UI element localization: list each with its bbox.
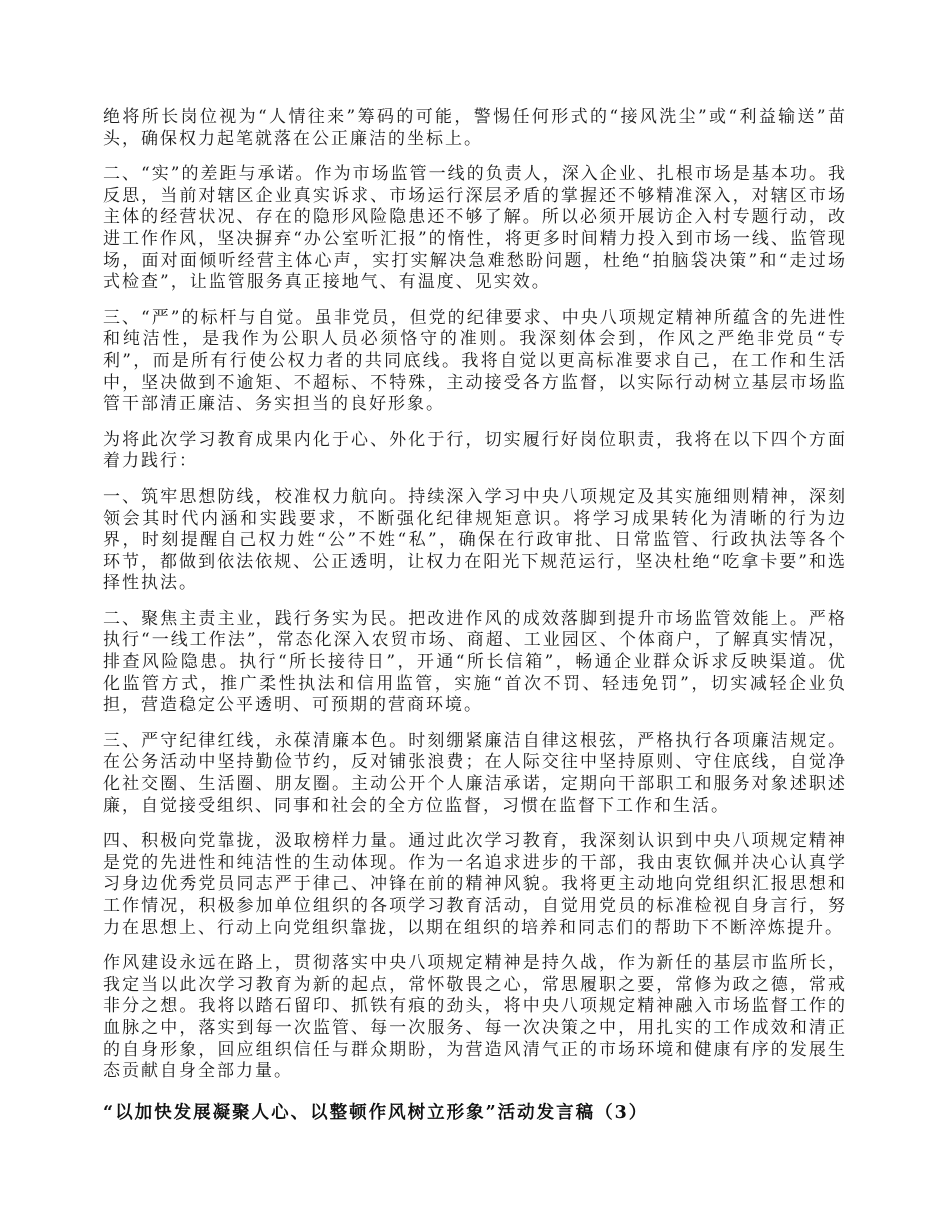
paragraph: 作风建设永远在路上，贯彻落实中央八项规定精神是持久战，作为新任的基层市监所长，我定当以此次学习教育为新的起点，常怀敬畏之心，常思履职之要，常修为政之德，常戒非分之想。我将以踏石留印、抓铁有痕的劲头，将中央八项规定精神融入市场监督工作的血脉之中，落实到每一次监管、每一次服务、每一次决策之中，用扎实的工作成效和清正的自身形象，回应组织信任与群众期盼，为营造风清气正的市场环境和健康有序的发展生态贡献自身全部力量。 <box>103 953 847 1082</box>
paragraph: 二、聚焦主责主业，践行务实为民。把改进作风的成效落脚到提升市场监管效能上。严格执行“一线工作法”，常态化深入农贸市场、商超、工业园区、个体商户，了解真实情况，排查风险隐患。执行“所长接待日”，开通“所长信箱”，畅通企业群众诉求反映渠道。优化监管方式，推广柔性执法和信用监管，实施“首次不罚、轻违免罚”，切实减轻企业负担，营造稳定公平透明、可预期的营商环境。 <box>103 608 847 716</box>
section-heading: “以加快发展凝聚人心、以整顿作风树立形象”活动发言稿（3） <box>103 1102 649 1123</box>
paragraph: 一、筑牢思想防线，校准权力航向。持续深入学习中央八项规定及其实施细则精神，深刻领会其时代内涵和实践要求，不断强化纪律规矩意识。将学习成果转化为清晰的行为边界，时刻提醒自己权力姓“公”不姓“私”，确保在行政审批、日常监管、行政执法等各个环节，都做到依法依规、公正透明，让权力在阳光下规范运行，坚决杜绝“吃拿卡要”和选择性执法。 <box>103 486 847 594</box>
paragraph: 四、积极向党靠拢，汲取榜样力量。通过此次学习教育，我深刻认识到中央八项规定精神是党的先进性和纯洁性的生动体现。作为一名追求进步的干部，我由衷钦佩并决心认真学习身边优秀党员同志严于律己、冲锋在前的精神风貌。我将更主动地向党组织汇报思想和工作情况，积极参加单位组织的各项学习教育活动，自觉用党员的标准检视自身言行，努力在思想上、行动上向党组织靠拢，以期在组织的培养和同志们的帮助下不断淬炼提升。 <box>103 831 847 938</box>
paragraph: 绝将所长岗位视为“人情往来”筹码的可能，警惕任何形式的“接风洗尘”或“利益输送”苗头，确保权力起笔就落在公正廉洁的坐标上。 <box>103 107 847 149</box>
paragraph: 三、严守纪律红线，永葆清廉本色。时刻绷紧廉洁自律这根弦，严格执行各项廉洁规定。在公务活动中坚持勤俭节约，反对铺张浪费；在人际交往中坚持原则、守住底线，自觉净化社交圈、生活圈、朋友圈。主动公开个人廉洁承诺，定期向干部职工和服务对象述职述廉，自觉接受组织、同事和社会的全方位监督，习惯在监督下工作和生活。 <box>103 730 847 816</box>
paragraph: 为将此次学习教育成果内化于心、外化于行，切实履行好岗位职责，我将在以下四个方面着力践行： <box>103 429 847 472</box>
document-body <box>103 107 847 1124</box>
paragraph: 二、“实”的差距与承诺。作为市场监管一线的负责人，深入企业、扎根市场是基本功。我反思，当前对辖区企业真实诉求、市场运行深层矛盾的掌握还不够精准深入，对辖区市场主体的经营状况、存在的隐形风险隐患还不够了解。所以必须开展访企入村专题行动，改进工作作风，坚决摒弃“办公室听汇报”的惰性，将更多时间精力投入到市场一线、监管现场，面对面倾听经营主体心声，实打实解决急难愁盼问题，杜绝“拍脑袋决策”和“走过场式检查”，让监管服务真正接地气、有温度、见实效。 <box>103 164 847 293</box>
paragraph: 三、“严”的标杆与自觉。虽非党员，但党的纪律要求、中央八项规定精神所蕴含的先进性和纯洁性，是我作为公职人员必须恪守的准则。我深刻体会到，作风之严绝非党员“专利”，而是所有行使公权力者的共同底线。我将自觉以更高标准要求自己，在工作和生活中，坚决做到不逾矩、不超标、不特殊，主动接受各方监督，以实际行动树立基层市场监管干部清正廉洁、务实担当的良好形象。 <box>103 307 847 415</box>
